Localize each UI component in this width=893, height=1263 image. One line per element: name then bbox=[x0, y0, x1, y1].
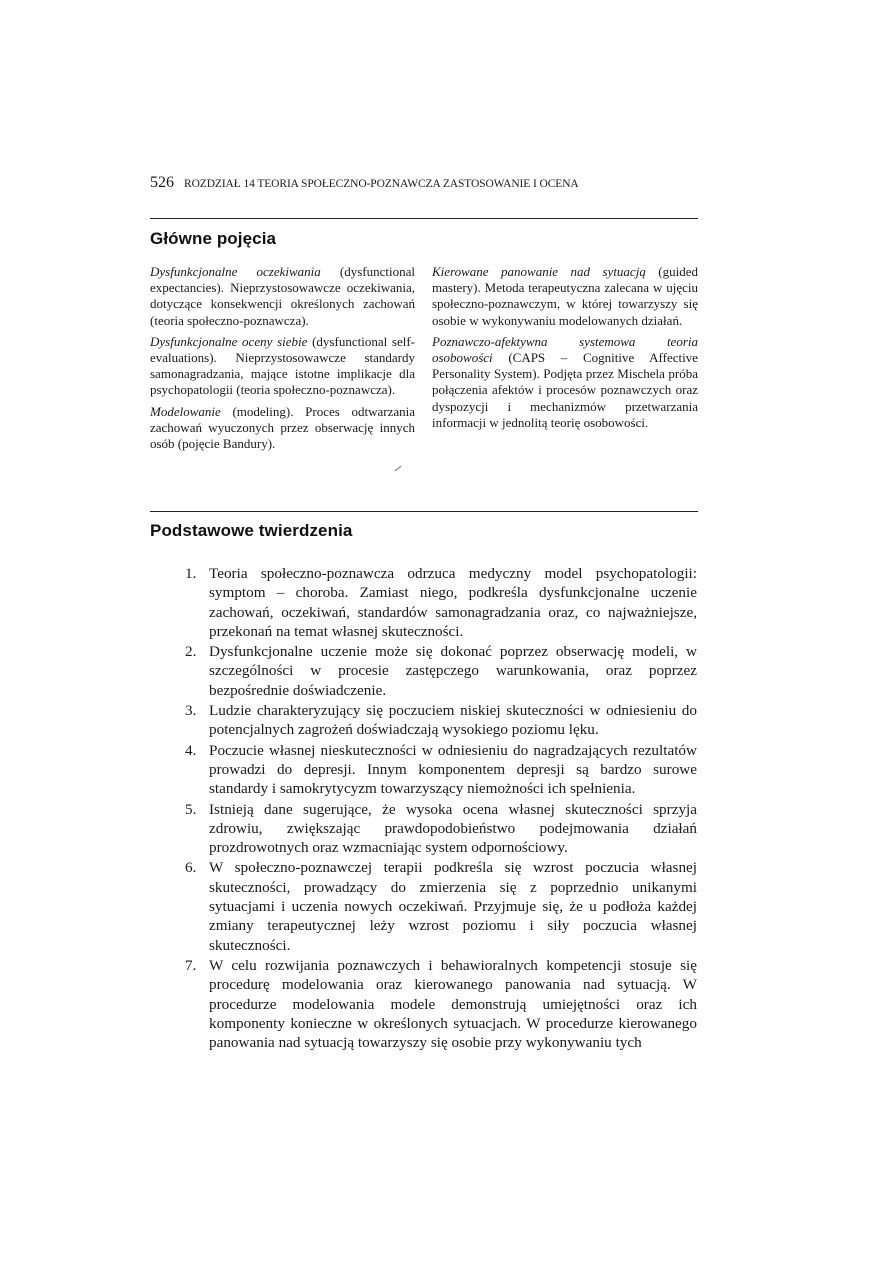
list-item-number: 5. bbox=[185, 800, 197, 818]
glossary-definition: (dysfunctional self-evaluations). Nieprzystosowawcze standardy samonagradzania, mające istotne implikacje dla psychopatologii (teoria społeczno-poznawcza). bbox=[150, 333, 415, 398]
list-item-number: 3. bbox=[185, 702, 197, 720]
page-header bbox=[150, 174, 710, 192]
glossary-entry bbox=[150, 264, 415, 329]
list-item-text: Teoria społeczno-poznawcza odrzuca medyczny model psychopatologii: symptom – choroba. Zamiast niego, podkreśla dysfunkcjonalne uczenie zachowań, oczekiwań, standardów samonagradzania oraz, co najważniejsze, przekonań na temat własnej skuteczności. bbox=[209, 565, 697, 640]
glossary-term: Modelowanie bbox=[150, 403, 221, 419]
section-divider-key-concepts bbox=[150, 218, 698, 219]
glossary-left-column bbox=[150, 264, 415, 457]
key-concepts-heading: Główne pojęcia bbox=[150, 229, 277, 248]
list-item-text: Poczucie własnej nieskuteczności w odniesieniu do nagradzających rezultatów prowadzi do depresji. Innym komponentem depresji są bardzo surowe standardy i samokrytycyzm towarzyszący niemożności ich spełnienia. bbox=[209, 741, 697, 798]
key-concepts-glossary bbox=[150, 264, 698, 457]
theses-list bbox=[185, 564, 697, 1053]
glossary-term: Kierowane panowanie nad sytuacją bbox=[432, 264, 646, 279]
list-item bbox=[185, 701, 697, 740]
glossary-entry bbox=[150, 334, 415, 399]
list-item bbox=[185, 956, 697, 1052]
glossary-term: Dysfunkcjonalne oczekiwania bbox=[150, 264, 321, 279]
list-item-number: 7. bbox=[185, 956, 197, 974]
list-item bbox=[185, 800, 697, 858]
basic-theses-heading: Podstawowe twierdzenia bbox=[150, 521, 353, 540]
list-item bbox=[185, 642, 697, 700]
glossary-definition: (modeling). Proces odtwarzania zachowań wyuczonych przez obserwację innych osób (pojęcie Bandury). bbox=[150, 403, 415, 452]
list-item-text: W społeczno-poznawczej terapii podkreśla się wzrost poczucia własnej skuteczności, prowadzący do zmierzenia się z poprzednio unikanymi sytuacjami i uczenia nowych oczekiwań. Przyjmuje się, że u podłoża każdej zmiany terapeutycznej leży wzrost poziomu i siły poczucia własnej skuteczności. bbox=[209, 859, 697, 954]
list-item-text: W celu rozwijania poznawczych i behawioralnych kompetencji stosuje się procedurę modelowania oraz kierowanego panowania nad sytuacją. W procedurze modelowania modele demonstrują umiejętności oraz ich komponenty konieczne w określonych sytuacjach. W procedurze kierowanego panowania nad sytuacją towarzyszy się osobie przy wykonywaniu tych bbox=[209, 956, 697, 1052]
list-item bbox=[185, 858, 697, 954]
glossary-right-column bbox=[432, 264, 698, 457]
list-item bbox=[185, 741, 697, 799]
list-item-text: Istnieją dane sugerujące, że wysoka ocena własnej skuteczności sprzyja zdrowiu, zwiększając prawdopodobieństwo podejmowania działań prozdrowotnych oraz wzmacniając system odpornościowy. bbox=[209, 800, 697, 857]
list-item-number: 4. bbox=[185, 741, 197, 759]
list-item-text: Ludzie charakteryzujący się poczuciem niskiej skuteczności w odniesieniu do potencjalnych zagrożeń doświadczają wysokiego poziomu lęku. bbox=[209, 702, 697, 739]
list-item-number: 2. bbox=[185, 643, 197, 661]
glossary-definition: (dysfunctional expectancies). Nieprzystosowawcze oczekiwania, dotyczące konsekwencji określonych zachowań (teoria społeczno-poznawcza). bbox=[150, 264, 415, 328]
stray-pen-mark bbox=[394, 466, 401, 471]
glossary-term: Dysfunkcjonalne oceny siebie bbox=[150, 333, 308, 349]
glossary-definition: (CAPS – Cognitive Affective Personality System). Podjęta przez Mischela próba połączenia afektów i procesów poznawczych oraz dyspozycji i mechanizmów przetwarzania informacji w jednolitą teorię osobowości. bbox=[432, 350, 698, 430]
glossary-definition: (guided mastery). Metoda terapeutyczna zalecana w ujęciu społeczno-poznawczym, w której towarzyszy się osobie w wykonywaniu modelowanych działań. bbox=[432, 264, 698, 328]
list-item bbox=[185, 564, 697, 641]
glossary-entry bbox=[150, 404, 415, 453]
list-item-number: 1. bbox=[185, 565, 197, 582]
page-number: 526 bbox=[150, 174, 174, 191]
glossary-term: Poznawczo-afektywna systemowa teoria osobowości bbox=[432, 333, 698, 366]
running-head: ROZDZIAŁ 14 TEORIA SPOŁECZNO-POZNAWCZA ZASTOSOWANIE I OCENA bbox=[184, 178, 579, 190]
glossary-entry bbox=[432, 264, 698, 329]
list-item-number: 6. bbox=[185, 859, 197, 877]
glossary-entry bbox=[432, 334, 698, 431]
list-item-text: Dysfunkcjonalne uczenie może się dokonać poprzez obserwację modeli, w szczególności w procesie zastępczego warunkowania, oraz poprzez bezpośrednie doświadczenie. bbox=[209, 643, 697, 699]
section-divider-basic-theses bbox=[150, 511, 698, 512]
